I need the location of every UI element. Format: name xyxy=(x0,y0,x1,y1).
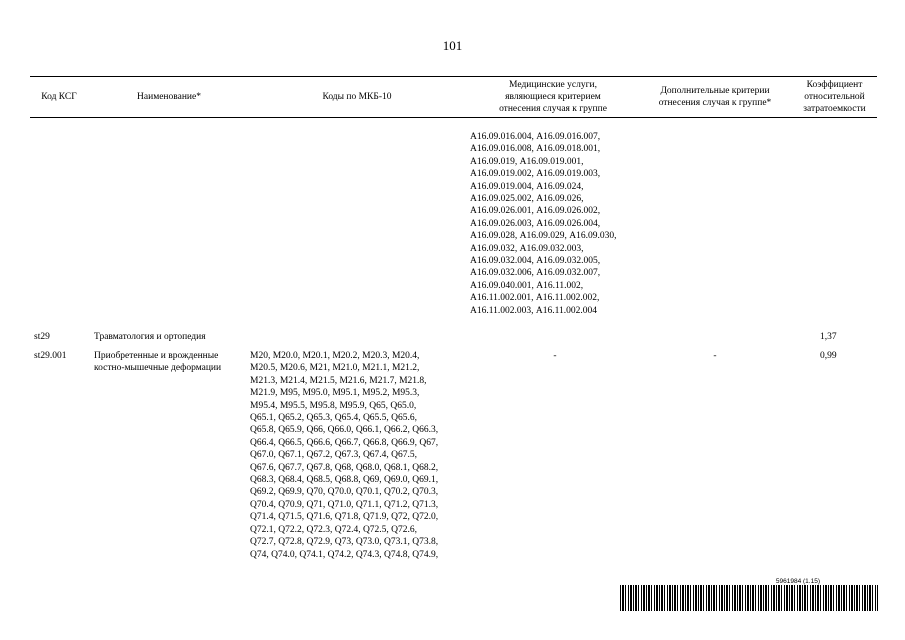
row-name: Травматология и ортопедия xyxy=(94,332,206,342)
row-coefficient: 1,37 xyxy=(820,332,837,342)
row-code: st29.001 xyxy=(34,351,67,361)
table-header-bottom-rule xyxy=(30,117,877,118)
row-name: Приобретенные и врожденные костно-мышечные деформации xyxy=(94,351,222,374)
header-naimenovanie: Наименование* xyxy=(137,92,201,102)
page-number: 101 xyxy=(442,38,463,53)
row-services: - xyxy=(553,351,557,361)
barcode xyxy=(620,585,878,611)
header-dop-kriterii: Дополнительные критерии отнесения случая к группе* xyxy=(658,86,772,108)
row-code: st29 xyxy=(34,332,50,342)
header-koef: Коэффициент относительной затратоемкости xyxy=(803,80,866,114)
header-kody-mkb: Коды по МКБ-10 xyxy=(322,92,392,102)
row-coefficient: 0,99 xyxy=(820,351,837,361)
continued-services-list: А16.09.016.004, А16.09.016.007, А16.09.016.008, А16.09.018.001, А16.09.019, А16.09.019.001, А16.09.019.002, А16.09.019.003, А16.09.019.004, А16.09.024, А16.09.025.002, А16.09.026, А16.09.026.001, А16.09.026.002, А16.09.026.003, А16.09.026.004, А16.09.028, А16.09.029, А16.09.030, А16.09.032, А16.09.032.003, А16.09.032.004, А16.09.032.005, А16.09.032.006, А16.09.032.007, А16.09.040.001, А16.11.002, А16.11.002.001, А16.11.002.002, А16.11.002.003, А16.11.002.004 xyxy=(470,132,617,316)
header-med-uslugi: Медицинские услуги, являющиеся критерием отнесения случая к группе xyxy=(499,80,607,114)
row-criteria: - xyxy=(713,351,717,361)
header-kod-ksg: Код КСГ xyxy=(41,92,77,102)
barcode-label: 5961984 (1.15) xyxy=(775,578,820,585)
row-mkb-codes: M20, M20.0, M20.1, M20.2, M20.3, M20.4, M20.5, M20.6, M21, M21.0, M21.1, M21.2, M21.3, M21.4, M21.5, M21.6, M21.7, M21.8, M21.9, M95, M95.0, M95.1, M95.2, M95.3, M95.4, M95.5, M95.8, M95.9, Q65, Q65.0, Q65.1, Q65.2, Q65.3, Q65.4, Q65.5, Q65.6, Q65.8, Q65.9, Q66, Q66.0, Q66.1, Q66.2, Q66.3, Q66.4, Q66.5, Q66.6, Q66.7, Q66.8, Q66.9, Q67, Q67.0, Q67.1, Q67.2, Q67.3, Q67.4, Q67.5, Q67.6, Q67.7, Q67.8, Q68, Q68.0, Q68.1, Q68.2, Q68.3, Q68.4, Q68.5, Q68.8, Q69, Q69.0, Q69.1, Q69.2, Q69.9, Q70, Q70.0, Q70.1, Q70.2, Q70.3, Q70.4, Q70.9, Q71, Q71.0, Q71.1, Q71.2, Q71.3, Q71.4, Q71.5, Q71.6, Q71.8, Q71.9, Q72, Q72.0, Q72.1, Q72.2, Q72.3, Q72.4, Q72.5, Q72.6, Q72.7, Q72.8, Q72.9, Q73, Q73.0, Q73.1, Q73.8, Q74, Q74.0, Q74.1, Q74.2, Q74.3, Q74.8, Q74.9, xyxy=(250,351,439,560)
